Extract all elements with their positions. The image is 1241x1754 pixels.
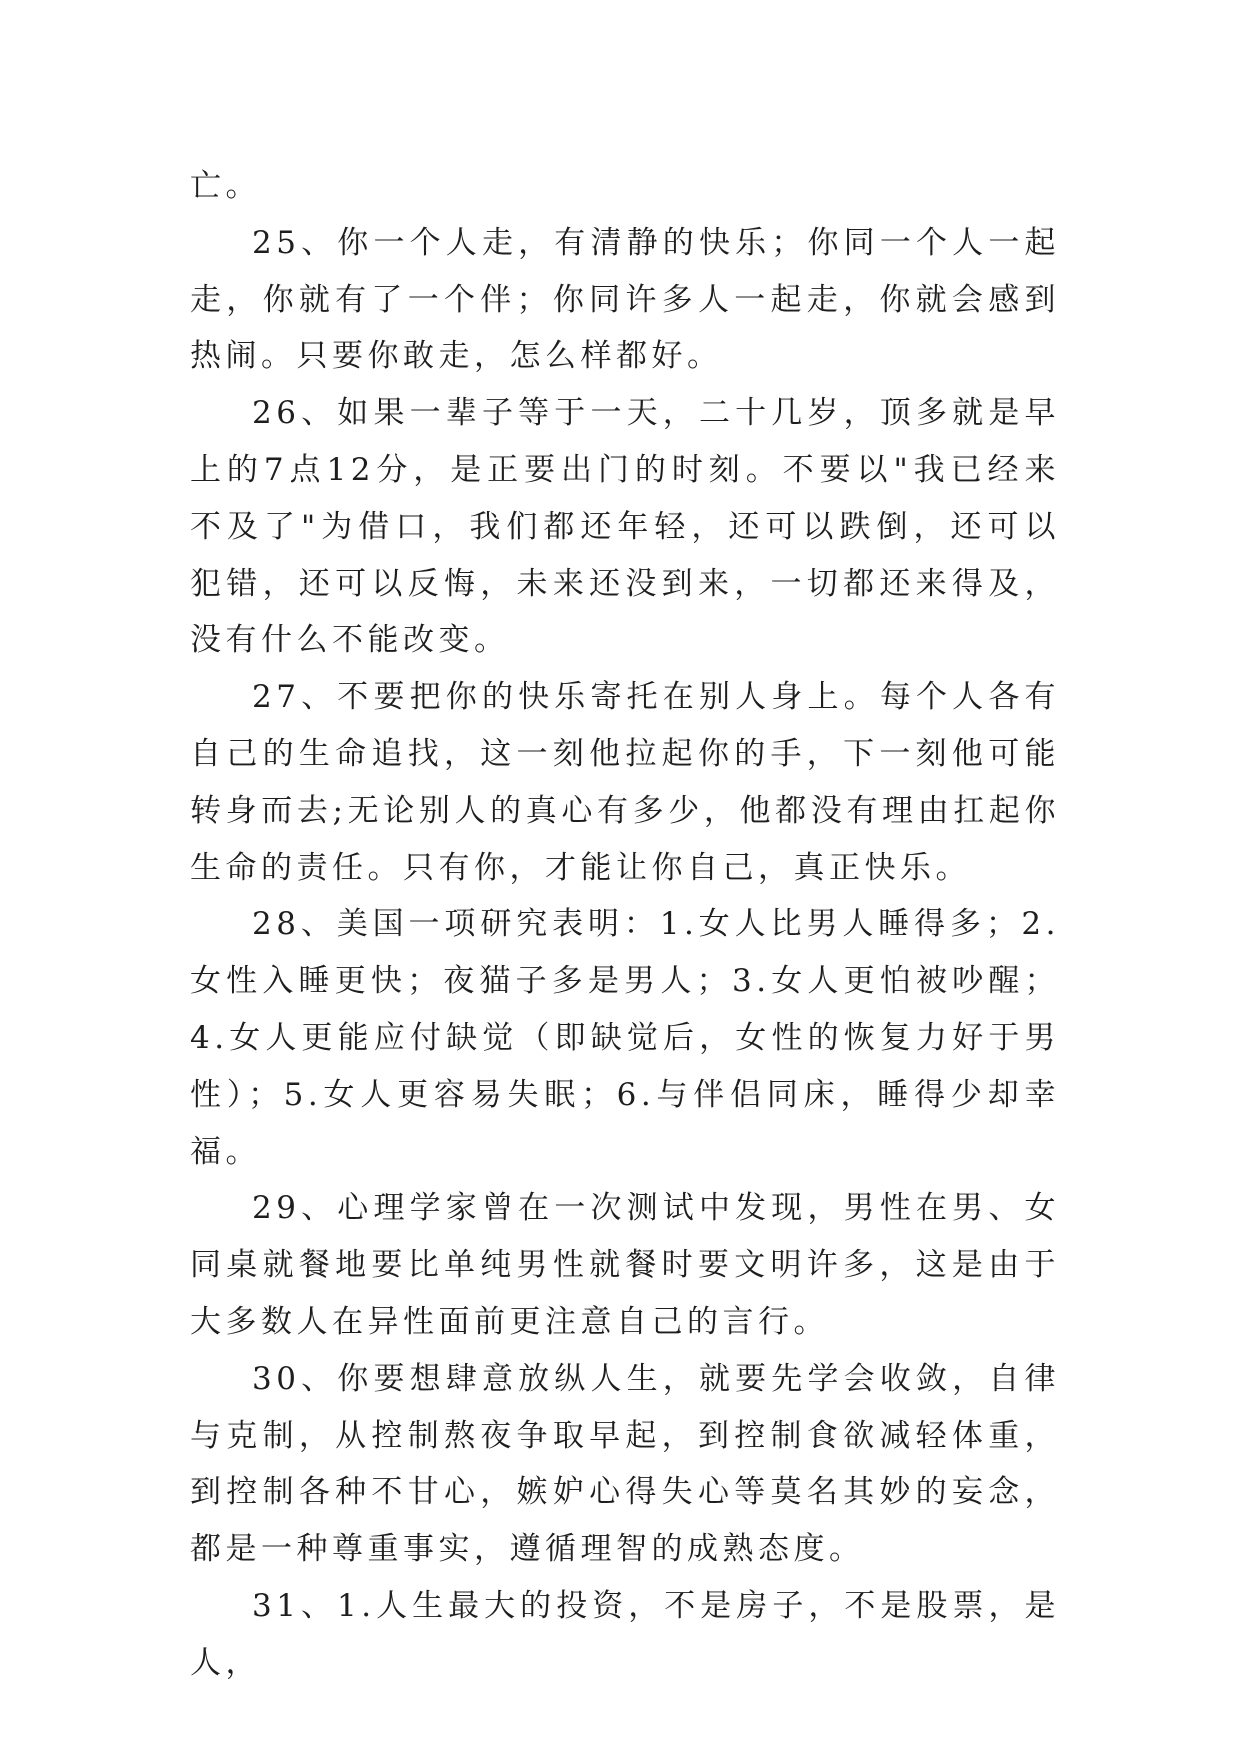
- paragraph-25: 25、你一个人走，有清静的快乐；你同一个人一起走，你就有了一个伴；你同许多人一起走，你就会感到热闹。只要你敢走，怎么样都好。: [190, 224, 1060, 375]
- paragraph-28: 28、美国一项研究表明：1.女人比男人睡得多；2.女性入睡更快；夜猫子多是男人；3.女人更怕被吵醒；4.女人更能应付缺觉（即缺觉后，女性的恢复力好于男性）；5.女人更容易失眠；6.与伴侣同床，睡得少却幸福。: [190, 906, 1060, 1170]
- paragraph-24-tail: 亡。: [190, 168, 261, 204]
- paragraph-26: 26、如果一辈子等于一天，二十几岁，顶多就是早上的7点12分，是正要出门的时刻。不要以"我已经来不及了"为借口，我们都还年轻，还可以跌倒，还可以犯错，还可以反悔，未来还没到来，一切都还来得及，没有什么不能改变。: [190, 395, 1060, 659]
- paragraph-29: 29、心理学家曾在一次测试中发现，男性在男、女同桌就餐地要比单纯男性就餐时要文明许多，这是由于大多数人在异性面前更注意自己的言行。: [190, 1190, 1060, 1340]
- paragraph-27: 27、不要把你的快乐寄托在别人身上。每个人各有自己的生命追找，这一刻他拉起你的手，下一刻他可能转身而去;无论别人的真心有多少，他都没有理由扛起你生命的责任。只有你，才能让你自己，真正快乐。: [190, 679, 1060, 886]
- paragraph-30: 30、你要想肆意放纵人生，就要先学会收敛，自律与克制，从控制熬夜争取早起，到控制食欲减轻体重，到控制各种不甘心，嫉妒心得失心等莫名其妙的妄念，都是一种尊重事实，遵循理智的成熟态度。: [190, 1360, 1060, 1568]
- paragraph-31: 31、1.人生最大的投资，不是房子，不是股票，是人，: [190, 1587, 1060, 1681]
- document-body: [190, 158, 1060, 1692]
